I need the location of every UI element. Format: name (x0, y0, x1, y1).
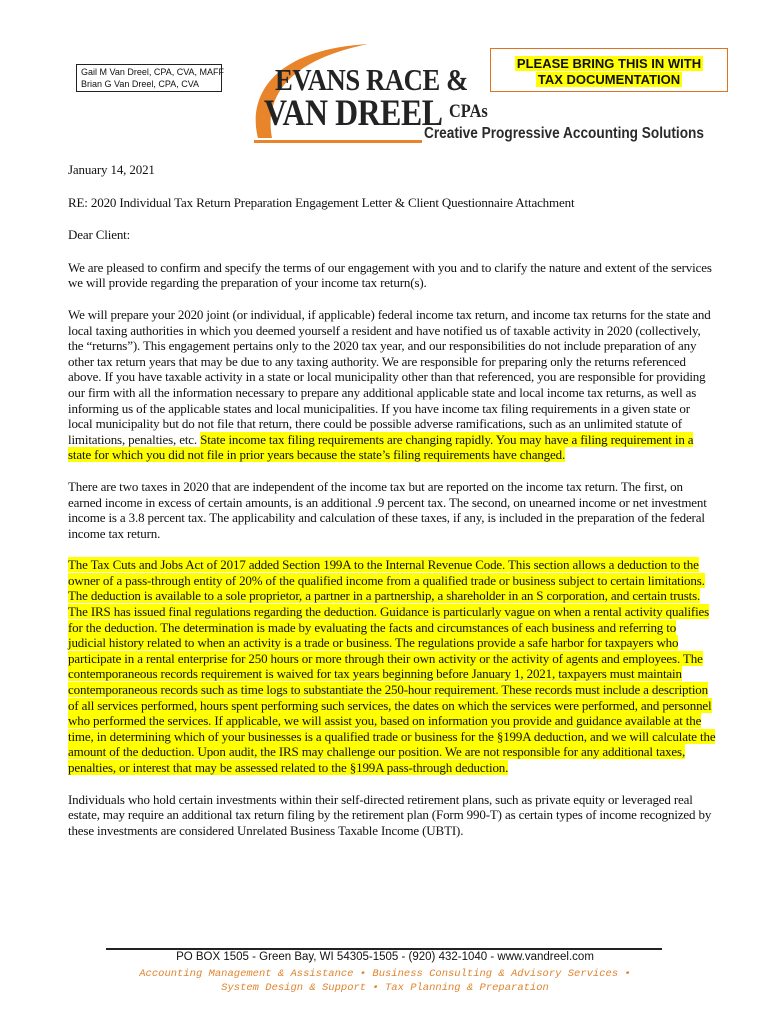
partners-box (76, 64, 225, 92)
partner-name: Gail M Van Dreel, CPA, CVA, MAFF (81, 67, 225, 77)
notice-line2: TAX DOCUMENTATION (537, 72, 681, 87)
paragraph-engagement: We are pleased to confirm and specify the terms of our engagement with you and to clarify the nature and extent of the services we will provide regarding the preparation of your income tax return(s). (68, 259, 712, 291)
logo-cpas: CPAs (449, 101, 488, 122)
paragraph-additional-taxes: There are two taxes in 2020 that are independent of the income tax but are reported on the income tax return. The first, on earned income in excess of certain amounts, is an additional .9 percent tax. The second, on unearned income or net investment income is a 3.8 percent tax. The applicability and calculation of these taxes, if any, is included in the preparation of the federal income tax return. (68, 478, 707, 541)
paragraph-scope (68, 307, 716, 463)
paragraph-ubti: Individuals who hold certain investments within their self-directed retirement plans, such as private equity or leveraged real estate, may require an additional tax return filing by the retirement plan (Form 990-T) as certain types of income recognized by these investments are considered Unrelated Business Taxable Income (UBTI). (68, 791, 712, 838)
footer-services (0, 967, 770, 995)
partner-name: Brian G Van Dreel, CPA, CVA (81, 78, 200, 89)
section-199a-highlight: The Tax Cuts and Jobs Act of 2017 added Section 199A to the Internal Revenue Code. This section allows a deduction to the owner of a pass-through entity of 20% of the qualified income from a qualified trade or business subject to certain limitations. The deduction is available to a sole proprietor, a partner in a partnership, a shareholder in an S corporation, and certain trusts. The IRS has issued final regulations regarding the deduction. Guidance is particularly vague on when a rental activity qualifies for the deduction. The determination is made by evaluating the facts and circumstances of each business and referring to judicial history related to when an activity is a trade or business. The regulations provide a safe harbor for taxpayers who participate in a rental enterprise for 250 hours or more through their own activity or the activity of agents and employees. The contemporaneous records requirement is waived for tax years beginning before January 1, 2021, taxpayers must maintain contemporaneous records such as time logs to substantiate the 250-hour requirement. These records must include a description of all services performed, hours spent performing such services, the dates on which the services were performed, and personnel who performed the services. If applicable, we will assist you, based on information you provide and guidance available at the time, in determining which of your businesses is a qualified trade or business for the §199A deduction, and we will calculate the amount of the deduction. Upon audit, the IRS may challenge our position. We are not responsible for any additional taxes, penalties, or interest that may be assessed related to the §199A pass-through deduction. (68, 557, 716, 775)
paragraph-section-199a (68, 557, 716, 775)
letter-body (68, 162, 716, 854)
salutation: Dear Client: (68, 227, 131, 243)
footer-divider (106, 948, 662, 950)
logo-underline (254, 140, 422, 143)
firm-tagline: Creative Progressive Accounting Solutions (424, 125, 704, 142)
state-filing-highlight: State income tax filing requirements are changing rapidly. You may have a filing requirement in a state for which you did not file in prior years because the state’s filing requirements have changed. (68, 431, 694, 463)
bring-documentation-notice (490, 48, 728, 92)
logo-line1: EVANS RACE & (275, 62, 468, 97)
footer-address: PO BOX 1505 - Green Bay, WI 54305-1505 - (920) 432-1040 - www.vandreel.com (176, 951, 594, 963)
services-line: System Design & Support • Tax Planning & Preparation (221, 982, 549, 994)
letter-date: January 14, 2021 (68, 162, 155, 177)
scope-text: We will prepare your 2020 joint (or individual, if applicable) federal income tax return, and income tax returns for the state and local taxing authorities in which you deemed yourself a resident and have notified us of taxable activity in 2020 (collectively, the “returns”). This engagement pertains only to the 2020 tax year, and our responsibilities do not include preparation of any other tax return years that may be due to any taxing authority. We are responsible for preparing only the returns referenced above. If you have taxable activity in a state or local municipality other than that referenced, you are responsible for providing our firm with all the information necessary to prepare any additional applicable state and local income tax returns, as well as informing us of the applicable states and local municipalities. If you have income tax filing requirements in a given state or local municipality but do not file that return, there could be possible adverse ramifications, such as an unlimited statute of limitations, penalties, etc. (68, 306, 711, 447)
services-line: Accounting Management & Assistance • Business Consulting & Advisory Services • (139, 968, 631, 980)
logo-line2: VAN DREEL (264, 93, 443, 134)
notice-line1: PLEASE BRING THIS IN WITH (516, 56, 702, 71)
letter-subject: RE: 2020 Individual Tax Return Preparation Engagement Letter & Client Questionnaire Attachment (68, 194, 575, 210)
